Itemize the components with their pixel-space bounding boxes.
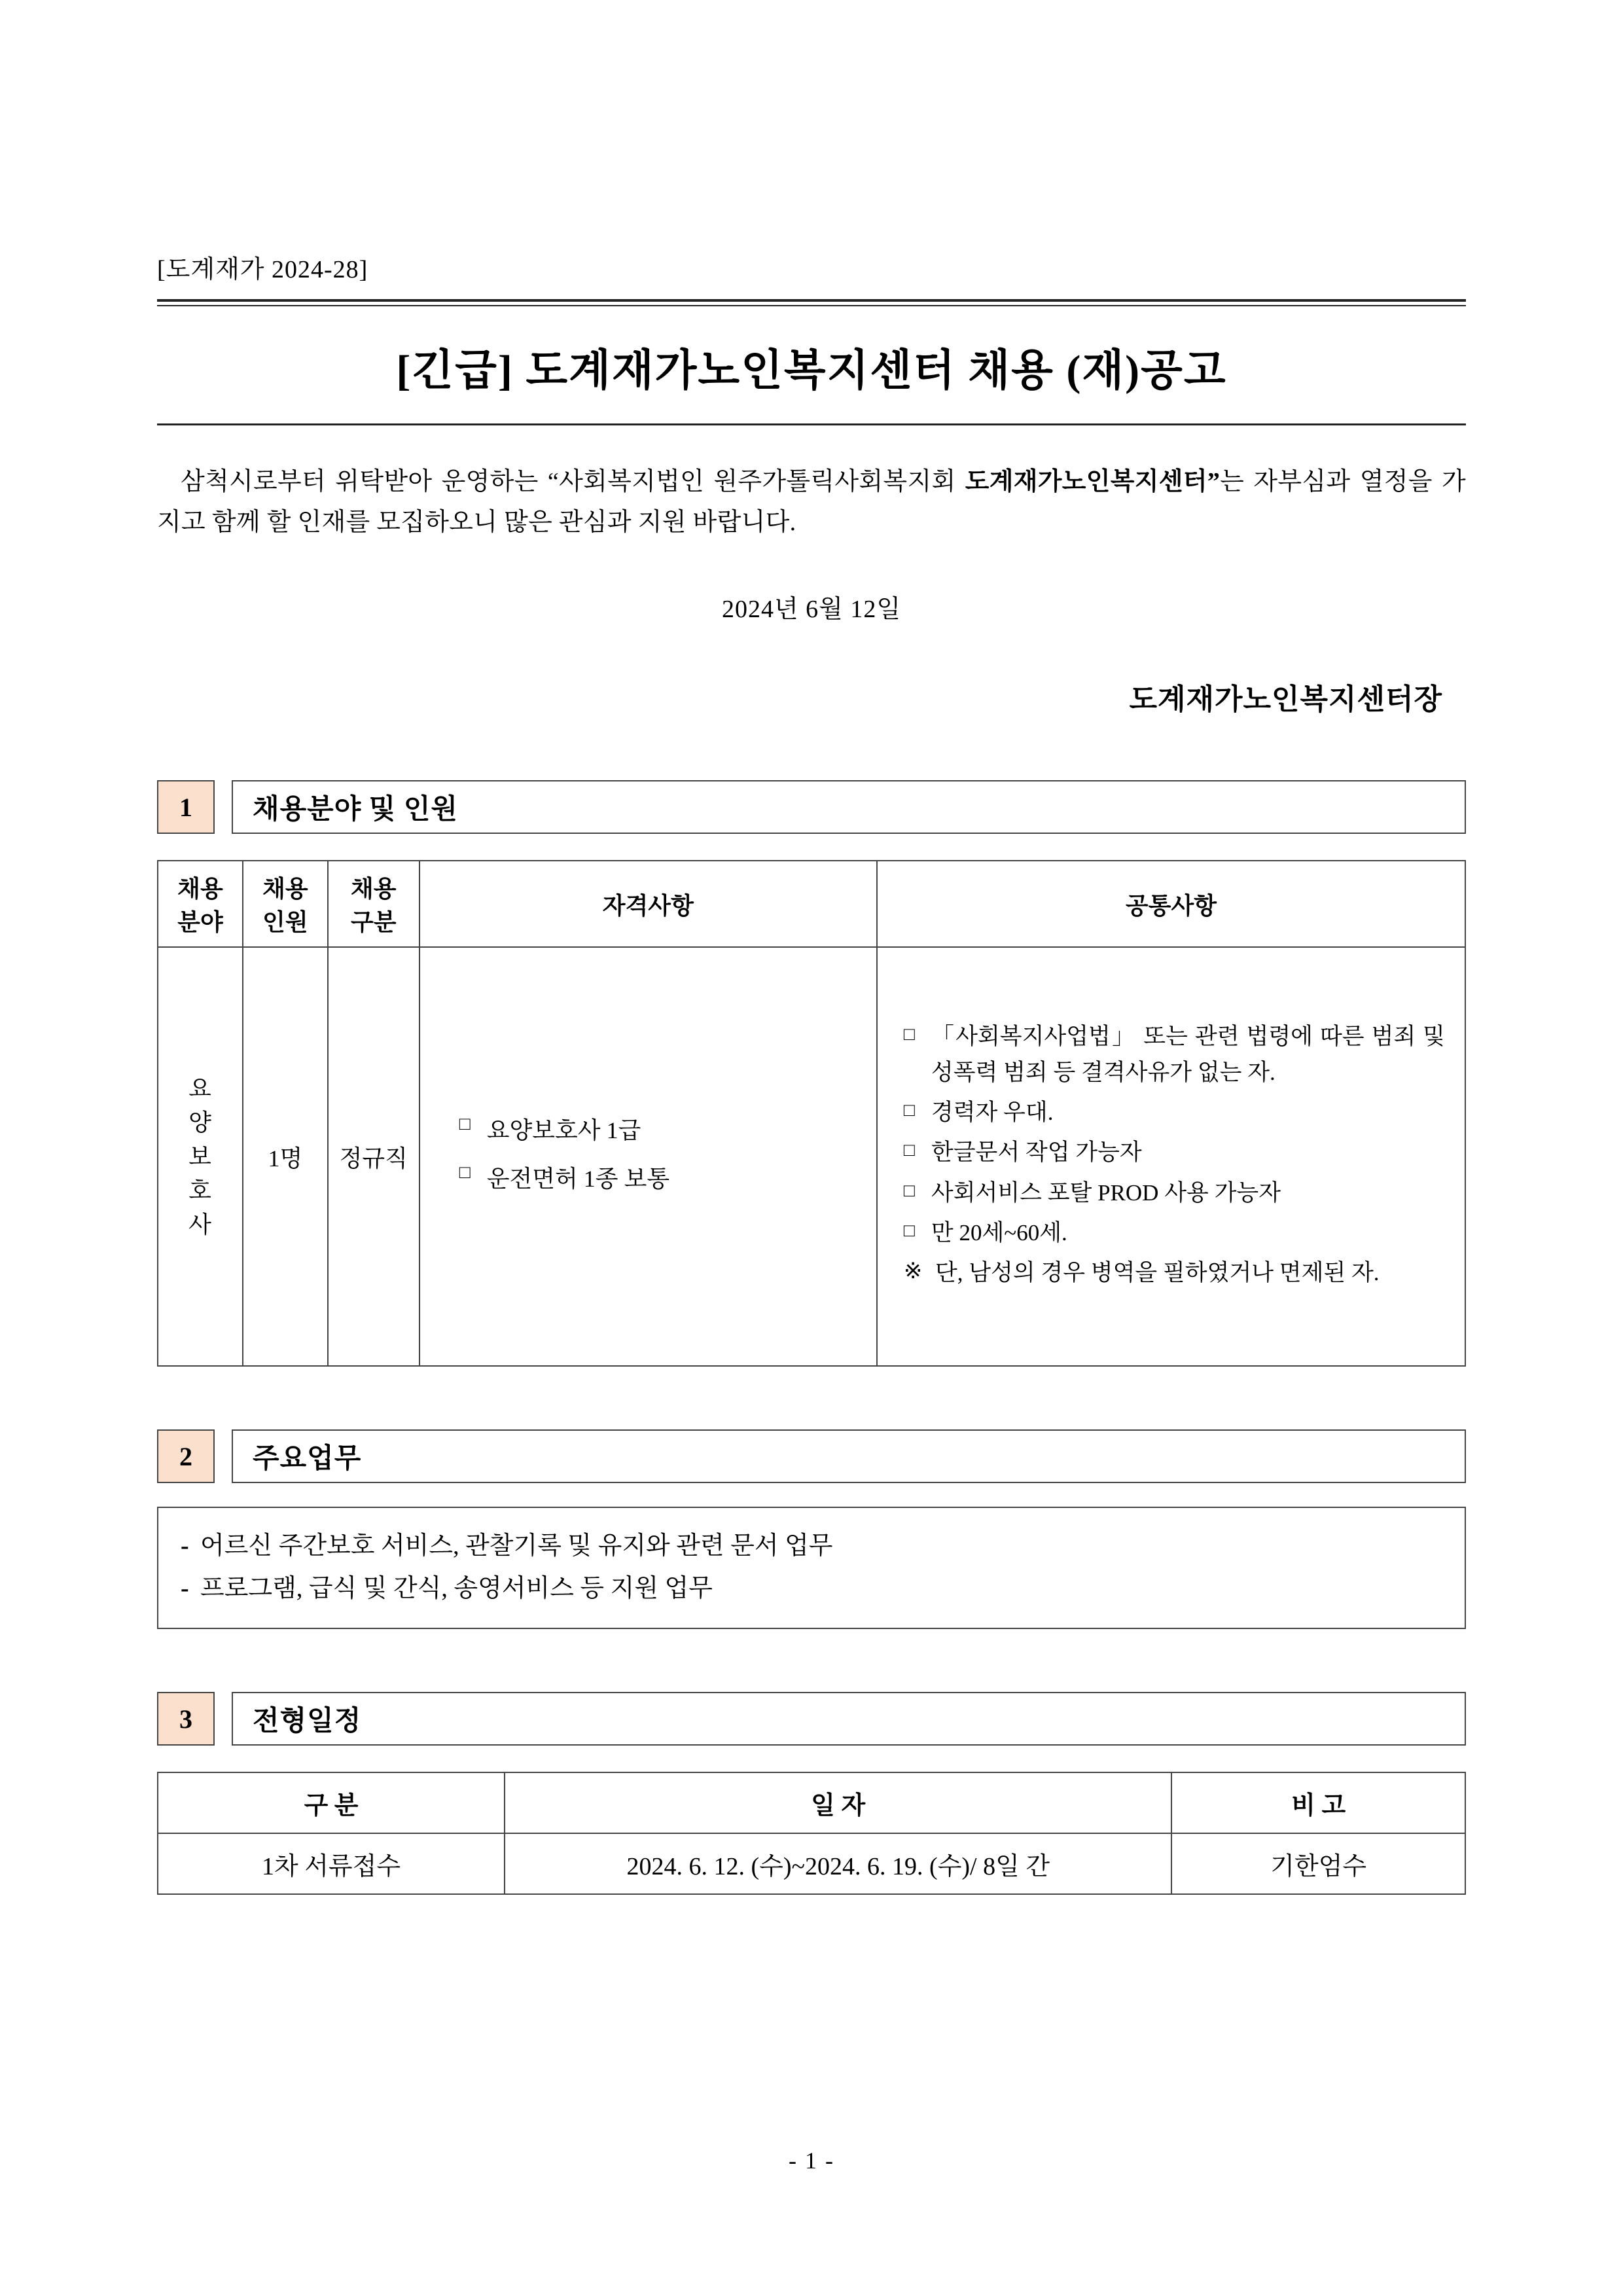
col-header-qualification: 자격사항 — [419, 861, 877, 947]
schedule-header-row — [158, 1772, 1465, 1833]
section-header-1 — [157, 780, 1466, 834]
field-char-4: 호 — [188, 1177, 212, 1204]
square-bullet-icon: □ — [903, 1221, 915, 1242]
duty-item — [181, 1568, 1442, 1610]
common-note-text: 단, 남성의 경우 병역을 필하였거나 면제된 자. — [935, 1260, 1380, 1286]
cell-common — [877, 947, 1465, 1366]
table-row — [158, 1833, 1465, 1894]
duty-text: 어르신 주간보호 서비스, 관찰기록 및 유지와 관련 문서 업무 — [200, 1532, 833, 1560]
document-content — [157, 249, 1466, 1895]
col-header-field-line2: 분야 — [177, 909, 223, 936]
section-header-2 — [157, 1429, 1466, 1483]
cell-type: 정규직 — [328, 947, 419, 1366]
section-title-2: 주요업무 — [232, 1429, 1466, 1483]
field-char-5: 사 — [188, 1211, 212, 1238]
common-item — [904, 1134, 1445, 1170]
duty-text: 프로그램, 급식 및 간식, 송영서비스 등 지원 업무 — [200, 1574, 713, 1602]
square-bullet-icon: □ — [459, 1162, 471, 1183]
intro-paragraph — [157, 462, 1466, 543]
schedule-cell-date: 2024. 6. 12. (수)~2024. 6. 19. (수)/ 8일 간 — [505, 1833, 1171, 1894]
section-number-2: 2 — [157, 1429, 215, 1483]
schedule-col-note: 비 고 — [1171, 1772, 1465, 1833]
section-title-1: 채용분야 및 인원 — [232, 780, 1466, 834]
duty-item — [181, 1525, 1442, 1568]
square-bullet-icon: □ — [903, 1180, 915, 1201]
intro-text-1: 삼척시로부터 위탁받아 운영하는 “사회복지법인 원주가톨릭사회복지회 — [181, 468, 965, 495]
field-char-3: 보 — [188, 1143, 212, 1170]
page-title: [긴급] 도계재가노인복지센터 채용 (재)공고 — [396, 347, 1227, 395]
field-char-2: 양 — [188, 1109, 212, 1136]
qualification-item — [459, 1108, 868, 1153]
col-header-type — [328, 861, 419, 947]
title-top-rule — [157, 299, 1466, 306]
duties-box — [157, 1507, 1466, 1629]
signature-line: 도계재가노인복지센터장 — [1129, 683, 1442, 716]
reference-mark-icon: ※ — [903, 1259, 923, 1284]
col-header-count-line2: 인원 — [262, 909, 308, 936]
section-title-3: 전형일정 — [232, 1692, 1466, 1746]
qualification-text: 요양보호사 1급 — [486, 1117, 641, 1143]
col-header-type-line1: 채용 — [350, 876, 397, 903]
common-text: 한글문서 작업 가능자 — [931, 1139, 1142, 1166]
schedule-cell-division: 1차 서류접수 — [158, 1833, 505, 1894]
col-header-type-line2: 구분 — [350, 909, 397, 936]
dash-bullet-icon: - — [181, 1574, 189, 1602]
section-number-3: 3 — [157, 1692, 215, 1746]
cell-qualifications — [419, 947, 877, 1366]
square-bullet-icon: □ — [903, 1024, 915, 1045]
col-header-field — [158, 861, 243, 947]
common-item — [904, 1018, 1445, 1091]
schedule-col-date: 일 자 — [505, 1772, 1171, 1833]
cell-field — [158, 947, 243, 1366]
common-item — [904, 1175, 1445, 1211]
common-text: 경력자 우대. — [931, 1100, 1054, 1126]
field-char-1: 요 — [188, 1075, 212, 1102]
col-header-common: 공통사항 — [877, 861, 1465, 947]
cell-count: 1명 — [243, 947, 328, 1366]
announcement-date: 2024년 6월 12일 — [721, 596, 902, 624]
schedule-col-division: 구 분 — [158, 1772, 505, 1833]
common-item — [904, 1094, 1445, 1130]
page-footer: - 1 - — [789, 2147, 834, 2174]
square-bullet-icon: □ — [459, 1113, 471, 1134]
intro-text-2: 는 자부심과 열정을 가지고 함께 할 인재를 모집하오니 많은 관심과 지원 바랍니다. — [157, 468, 1466, 536]
common-text: 사회서비스 포탈 PROD 사용 가능자 — [931, 1179, 1281, 1206]
col-header-count-line1: 채용 — [262, 876, 308, 903]
intro-text-bold: 도계재가노인복지센터” — [965, 468, 1221, 495]
title-bottom-rule — [157, 423, 1466, 425]
section-number-1: 1 — [157, 780, 215, 834]
table-row — [158, 947, 1465, 1366]
qualification-item — [459, 1157, 868, 1201]
qualification-text: 운전면허 1종 보통 — [486, 1166, 670, 1193]
square-bullet-icon: □ — [903, 1100, 915, 1121]
table-header-row — [158, 861, 1465, 947]
common-note-item — [904, 1255, 1445, 1291]
square-bullet-icon: □ — [903, 1140, 915, 1161]
schedule-cell-note: 기한엄수 — [1171, 1833, 1465, 1894]
dash-bullet-icon: - — [181, 1532, 189, 1560]
col-header-count — [243, 861, 328, 947]
schedule-table — [157, 1772, 1466, 1895]
recruit-table — [157, 860, 1466, 1367]
common-item — [904, 1215, 1445, 1251]
cell-field-value — [166, 1071, 234, 1242]
col-header-field-line1: 채용 — [177, 876, 223, 903]
section-header-3 — [157, 1692, 1466, 1746]
common-text: 만 20세~60세. — [931, 1220, 1067, 1246]
common-text: 「사회복지사업법」 또는 관련 법령에 따른 범죄 및 성폭력 범죄 등 결격사유가 없는 자. — [931, 1023, 1445, 1085]
document-number: [도계재가 2024-28] — [157, 256, 368, 283]
